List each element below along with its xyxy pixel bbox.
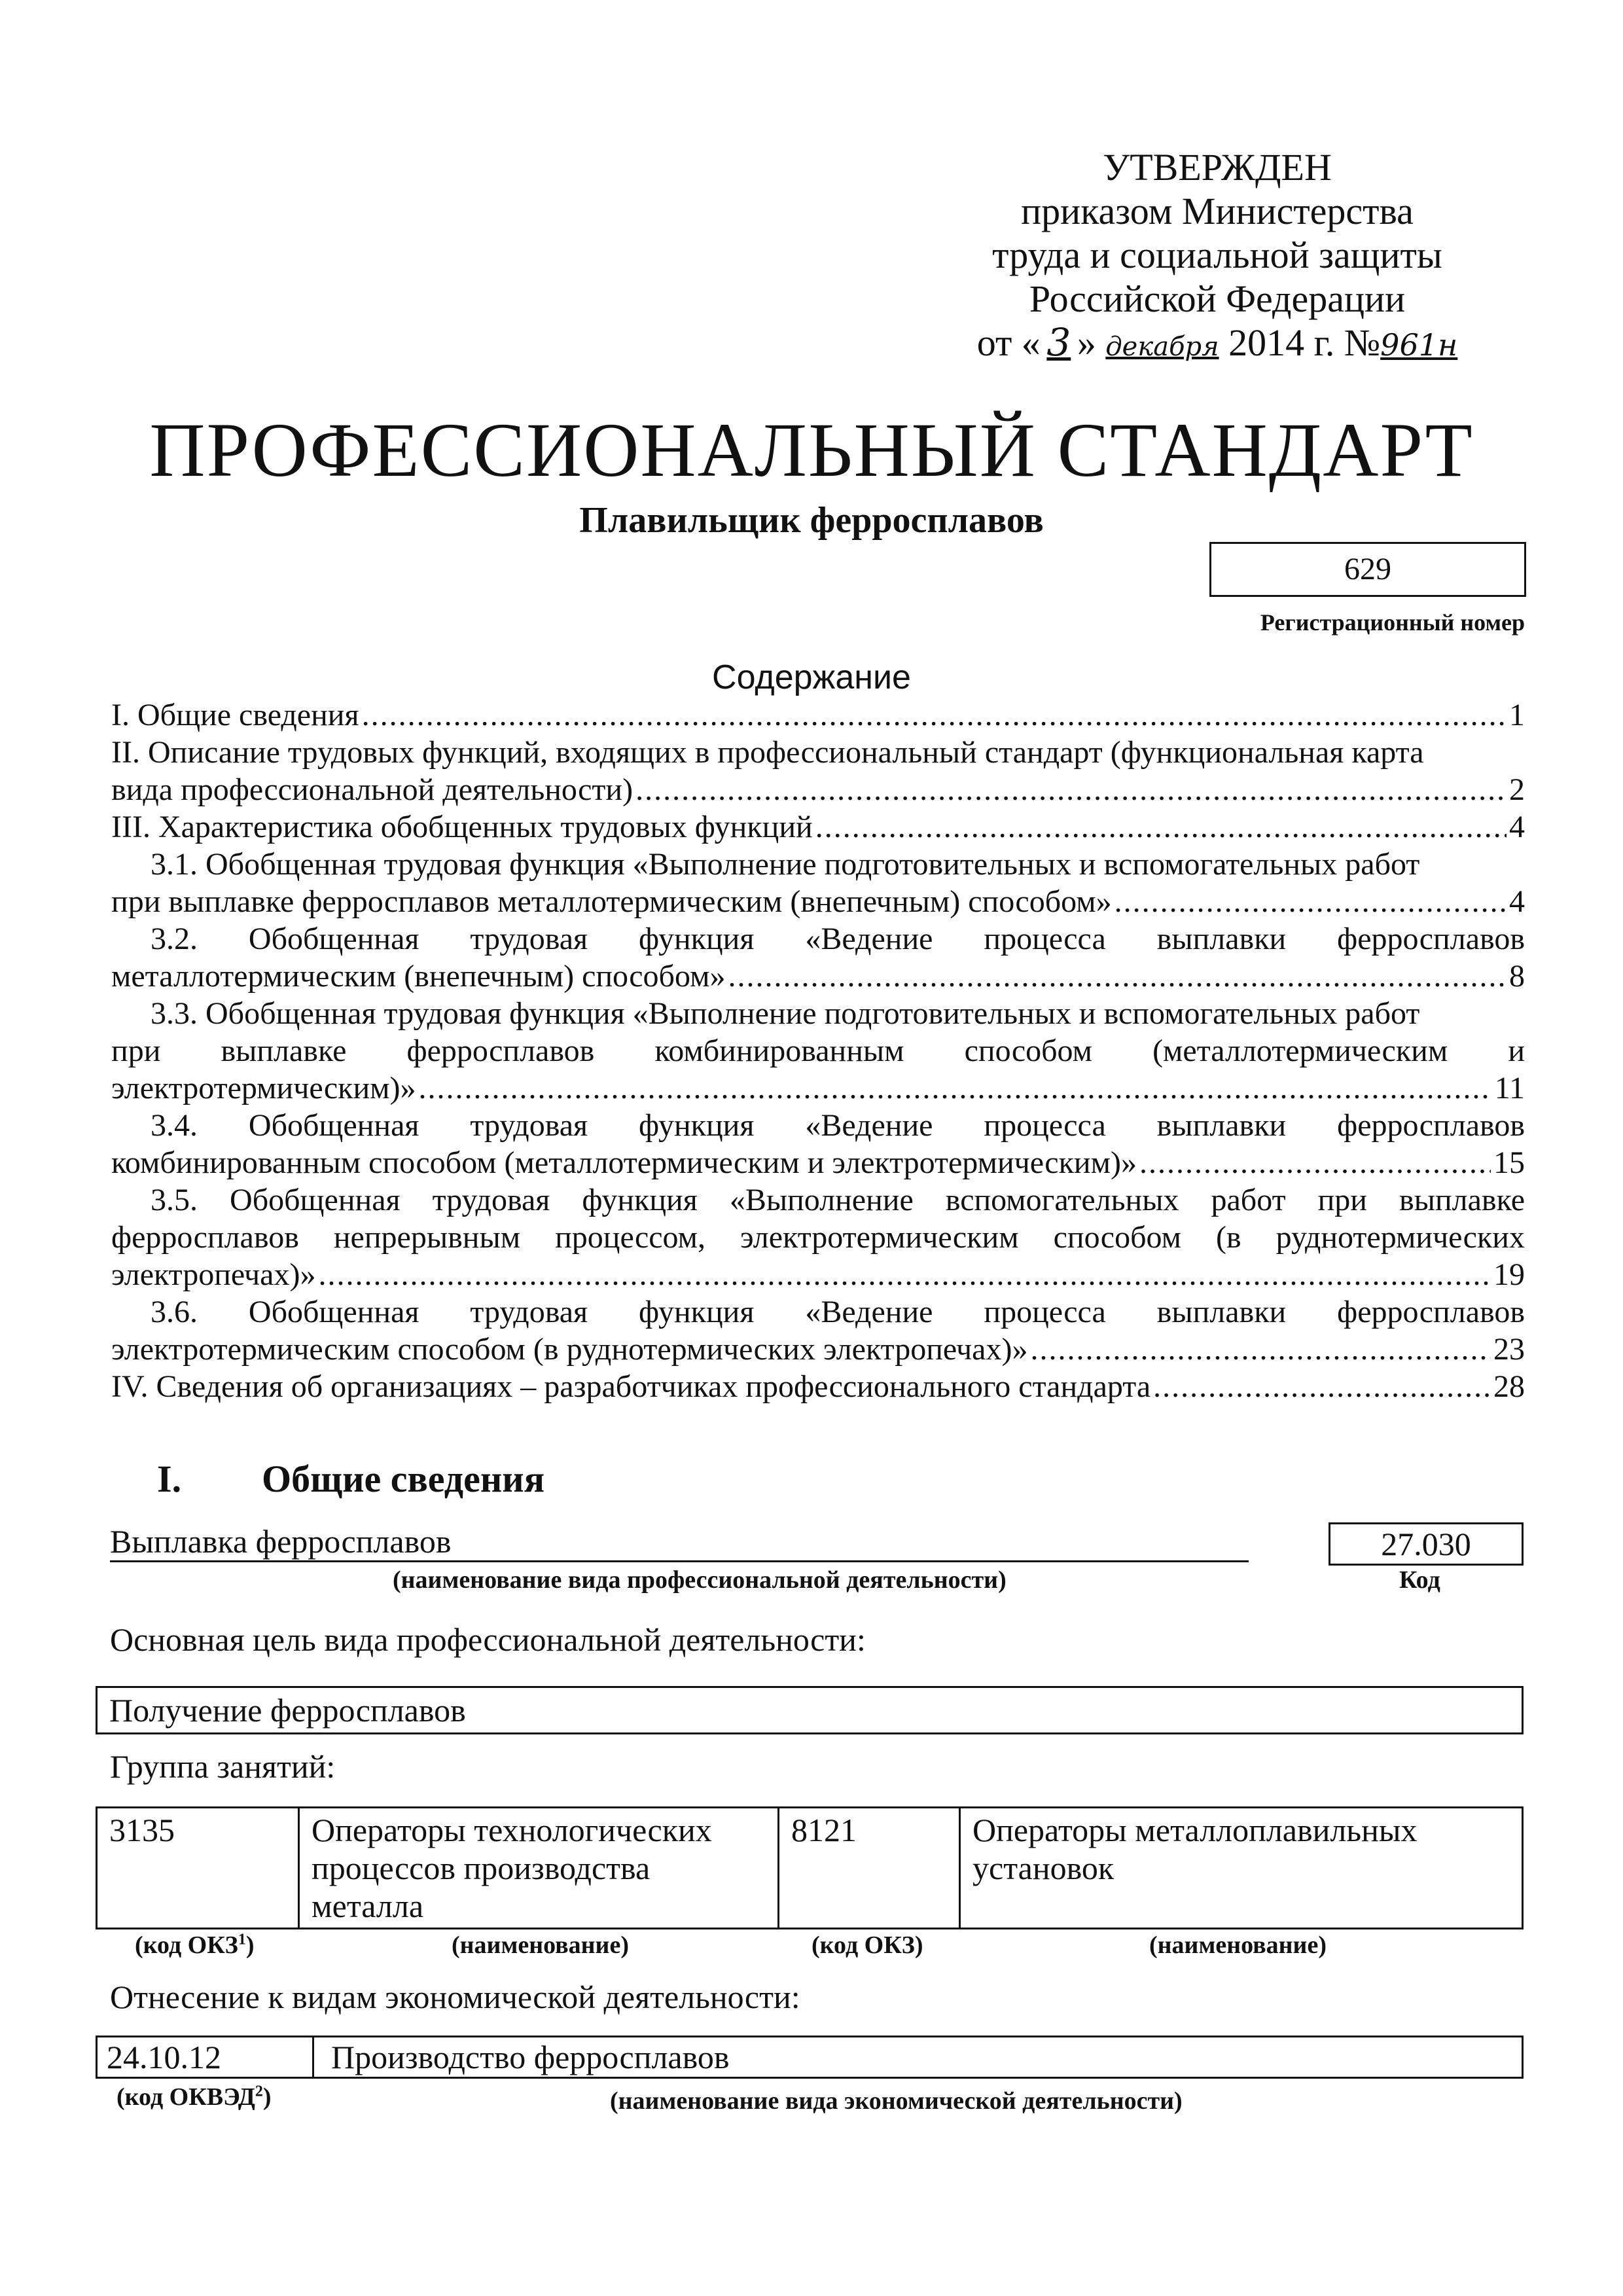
page-subtitle: Плавильщик ферросплавов [579,500,1044,541]
toc-item[interactable]: 3.1. Обобщенная трудовая функция «Выполнение подготовительных и вспомогательных работ при выплавке ферросплавов металлотермическим (внепечным) способом» ..... 4 [111,846,1525,920]
date-prefix: от « [976,321,1041,364]
approval-line-labor: труда и социальной защиты [992,234,1442,276]
toc-item[interactable]: 3.3. Обобщенная трудовая функция «Выполнение подготовительных и вспомогательных работ при выплавке ферросплавов комбинированным способом (металлотермическим и электротермическим)» ..... 11 [111,995,1525,1107]
toc-item[interactable]: 3.4. Обобщенная трудовая функция «Ведение процесса выплавки ферросплавов комбинированным способом (металлотермическим и электротермическим)» ..... 15 [111,1107,1525,1181]
toc-item[interactable]: II. Описание трудовых функций, входящих в профессиональный стандарт (функциональная карта вида профессиональной деятельности) ..... 2 [111,734,1525,808]
goal-label: Основная цель вида профессиональной деятельности: [110,1621,866,1658]
okz-code-caption: (код ОКЗ$^1$) [135,1931,255,1959]
okz-code-cell: 8121 [779,1808,960,1929]
okved-code-cell: 24.10.12 [98,2037,314,2077]
okz-code-cell: 3135 [97,1808,299,1929]
section-heading [157,1457,544,1501]
okz-code-caption-2: (код ОКЗ) [812,1931,923,1959]
toc-item[interactable]: 3.2. Обобщенная трудовая функция «Ведение процесса выплавки ферросплавов металлотермическим (внепечным) способом» ..... 8 [111,920,1525,995]
okz-name-caption-2: (наименование) [1149,1931,1327,1959]
okved-name-caption: (наименование вида экономической деятельности) [610,2087,1183,2115]
goal-value-box: Получение ферросплавов [96,1686,1524,1734]
section-title: Общие сведения [262,1458,545,1500]
okved-code-caption: (код ОКВЭД$^2$) [116,2083,272,2111]
approval-line-ministry: приказом Министерства [1021,190,1414,232]
approval-block [942,145,1492,369]
page-title: ПРОФЕССИОНАЛЬНЫЙ СТАНДАРТ [149,407,1474,493]
okved-row [96,2036,1524,2079]
toc-title: Содержание [712,658,911,696]
okz-name-caption: (наименование) [452,1931,629,1959]
order-number-handwritten: 961н [1380,327,1458,363]
activity-code-box: 27.030 [1329,1522,1524,1566]
activity-name-caption: (наименование вида профессиональной деятельности) [393,1566,1007,1594]
occupation-group-table [96,1806,1524,1929]
toc-item[interactable]: IV. Сведения об организациях – разработчиках профессионального стандарта ..... 28 [111,1368,1525,1405]
toc-item[interactable]: I. Общие сведения ..... 1 [111,696,1525,734]
approval-date-line [942,321,1492,369]
date-month-handwritten: декабря [1105,332,1219,362]
date-day-handwritten: 3 [1046,320,1071,365]
section-number: I. [157,1458,182,1500]
toc-item[interactable]: 3.6. Обобщенная трудовая функция «Ведение процесса выплавки ферросплавов электротермическим способом (в руднотермических электропечах)» ..... 23 [111,1293,1525,1368]
okz-name-cell: Операторы металлоплавильных установок [960,1808,1523,1929]
approval-title: УТВЕРЖДЕН [1103,146,1332,188]
toc-item[interactable]: 3.5. Обобщенная трудовая функция «Выполнение вспомогательных работ при выплавке ферросплавов непрерывным процессом, электротермическим способом (в руднотермических электропечах)» ..... 19 [111,1181,1525,1293]
okved-name-cell: Производство ферросплавов [331,2039,730,2075]
econ-label: Отнесение к видам экономической деятельности: [110,1979,800,2015]
code-caption: Код [1399,1566,1440,1594]
registration-number-label: Регистрационный номер [1260,609,1525,636]
registration-number-box: 629 [1209,542,1526,597]
date-year: 2014 г. № [1228,321,1381,364]
table-of-contents [111,696,1525,1405]
activity-name-field: Выплавка ферросплавов [110,1522,1249,1562]
groups-label: Группа занятий: [110,1748,336,1785]
approval-line-federation: Российской Федерации [1029,278,1406,320]
date-mid: » [1077,321,1096,364]
okz-name-cell: Операторы технологических процессов производства металла [299,1808,779,1929]
table-row [97,1808,1523,1929]
toc-item[interactable]: III. Характеристика обобщенных трудовых функций ..... 4 [111,808,1525,846]
